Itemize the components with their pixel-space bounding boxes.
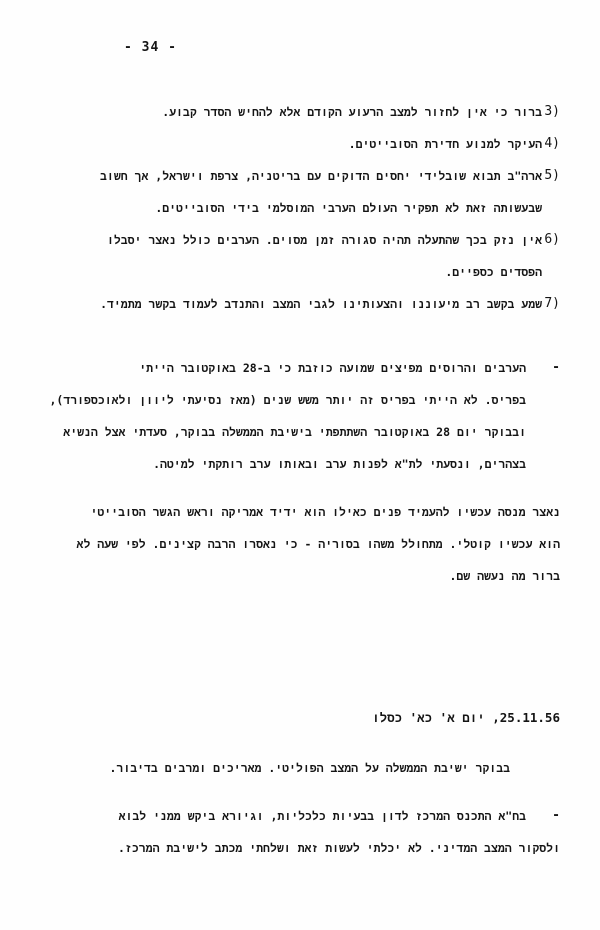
item-line: ברור כי אין לחזור למצב הרעוע הקודם אלא להחיש הסדר קבוע.	[162, 105, 542, 119]
item-line: אין נזק בכך שהתעלה תהיה סגורה זמן מסוים. הערבים כולל נאצר יסבלו	[106, 233, 542, 247]
item-line: הפסדים כספיים.	[445, 265, 542, 279]
item-line: שמע בקשב רב מיעוננו והצעותינו לגבי המצב והתנדב לעמוד בקשר מתמיד.	[100, 297, 542, 311]
item-line: העיקר למנוע חדירת הסובייטים.	[348, 137, 542, 151]
paragraph-line: ובבוקר יום 28 באוקטובר השתתפתי בישיבת הממשלה בבוקר, סעדתי אצל הנשיא	[63, 425, 526, 439]
bullet-dash: -	[552, 808, 560, 823]
item-number: 4)	[544, 136, 560, 151]
page-number: - 34 -	[124, 40, 177, 55]
paragraph-line: בבוקר ישיבת הממשלה על המצב הפוליטי. מאריכים ומרבים בדיבור.	[109, 761, 510, 775]
item-line: ארה"ב תבוא שובלידי יחסים הדוקים עם בריטניה, צרפת וישראל, אך חשוב	[100, 169, 542, 183]
item-number: 5)	[544, 168, 560, 183]
item-line: שבעשותה זאת לא תפקיר העולם הערבי המוסלמי בידי הסובייטים.	[155, 201, 542, 215]
paragraph-line: נאצר מנסה עכשיו להעמיד פנים כאילו הוא ידיד אמריקה וראש הגשר הסובייטי	[90, 505, 560, 519]
item-number: 3)	[544, 104, 560, 119]
bullet-dash: -	[552, 360, 560, 375]
paragraph-line: ברור מה נעשה שם.	[449, 569, 560, 583]
date-heading: 25.11.56, יום א' כא' כסלו	[372, 710, 560, 725]
paragraph-line: בצהרים, ונסעתי לת"א לפנות ערב ובאותו ערב רותקתי למיטה.	[153, 457, 526, 471]
paragraph-line: בח"א התכנס המרכז לדון בבעיות כלכליות, וגיורא ביקש ממני לבוא	[118, 809, 526, 823]
paragraph-line: ולסקור המצב המדיני. לא יכלתי לעשות זאת ושלחתי מכתב לישיבת המרכז.	[118, 841, 560, 855]
paragraph-line: בפריס. לא הייתי בפריס זה יותר משש שנים (מאז נסיעתי ליוון ולאוכספורד),	[49, 393, 526, 407]
item-number: 6)	[544, 232, 560, 247]
paragraph-line: הערבים והרוסים מפיצים שמועה כוזבת כי ב-28 באוקטובר הייתי	[139, 361, 526, 375]
item-number: 7)	[544, 296, 560, 311]
paragraph-line: הוא עכשיו קוטלי. מתחולל משהו בסוריה - כי נאסרו הרבה קצינים. לפי שעה לא	[76, 537, 560, 551]
